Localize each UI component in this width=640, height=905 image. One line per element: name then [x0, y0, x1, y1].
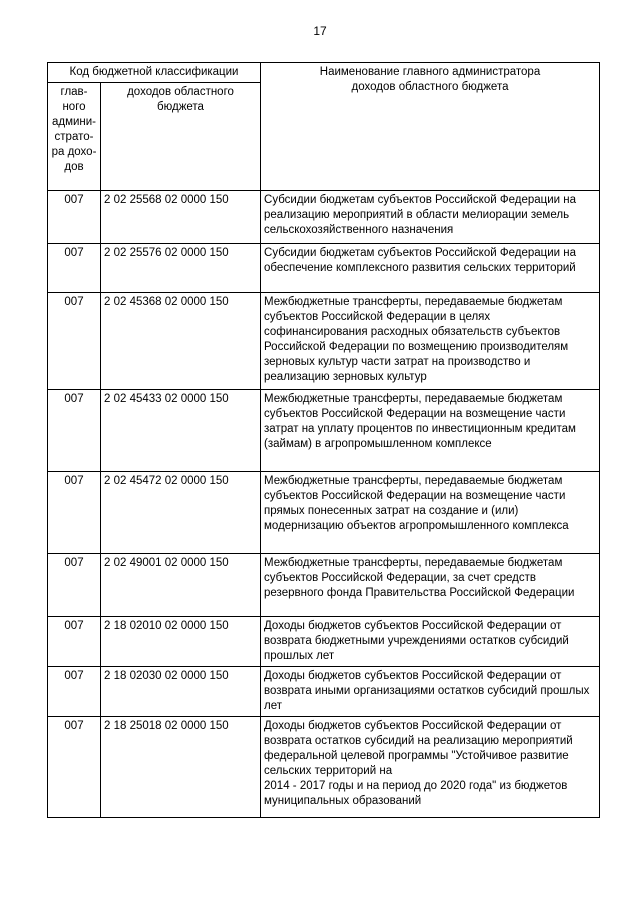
header-administrator-name: Наименование главного администратора доходов областного бюджета	[261, 63, 600, 191]
description-cell: Субсидии бюджетам субъектов Российской Федерации на обеспечение комплексного развития сельских территорий	[261, 244, 600, 293]
budget-code-cell: 2 18 02010 02 0000 150	[101, 617, 261, 667]
budget-classification-table	[47, 62, 600, 818]
admin-code-cell: 007	[48, 293, 101, 390]
table-row	[48, 617, 600, 667]
admin-code-cell: 007	[48, 617, 101, 667]
header-revenue-code: доходов областного бюджета	[101, 83, 261, 191]
header-main-administrator: глав- ного админи- страто- ра дохо- дов	[48, 83, 101, 191]
table-row	[48, 472, 600, 554]
budget-code-cell: 2 02 45472 02 0000 150	[101, 472, 261, 554]
admin-code-cell: 007	[48, 717, 101, 818]
admin-code-cell: 007	[48, 472, 101, 554]
budget-code-cell: 2 02 45433 02 0000 150	[101, 390, 261, 472]
admin-code-cell: 007	[48, 244, 101, 293]
budget-code-cell: 2 18 25018 02 0000 150	[101, 717, 261, 818]
admin-code-cell: 007	[48, 191, 101, 244]
table-row	[48, 390, 600, 472]
description-cell: Межбюджетные трансферты, передаваемые бюджетам субъектов Российской Федерации в целях софинансирования расходных обязательств субъектов Российской Федерации по возмещению производителям зерновых культур части затрат на производство и реализацию зерновых культур	[261, 293, 600, 390]
description-cell: Доходы бюджетов субъектов Российской Федерации от возврата бюджетными учреждениями остатков субсидий прошлых лет	[261, 617, 600, 667]
budget-code-cell: 2 02 45368 02 0000 150	[101, 293, 261, 390]
table-row	[48, 717, 600, 818]
admin-code-cell: 007	[48, 667, 101, 717]
table-row	[48, 667, 600, 717]
budget-code-cell: 2 02 25576 02 0000 150	[101, 244, 261, 293]
budget-code-cell: 2 02 49001 02 0000 150	[101, 554, 261, 617]
description-cell: Субсидии бюджетам субъектов Российской Федерации на реализацию мероприятий в области мелиорации земель сельскохозяйственного назначения	[261, 191, 600, 244]
description-cell: Межбюджетные трансферты, передаваемые бюджетам субъектов Российской Федерации, за счет средств резервного фонда Правительства Российской Федерации	[261, 554, 600, 617]
page-number: 17	[313, 24, 327, 38]
table-row	[48, 554, 600, 617]
budget-code-cell: 2 18 02030 02 0000 150	[101, 667, 261, 717]
description-cell: Доходы бюджетов субъектов Российской Федерации от возврата остатков субсидий на реализацию мероприятий федеральной целевой программы "Устойчивое развитие сельских территорий на 2014 - 2017 годы и на период до 2020 года" из бюджетов муниципальных образований	[261, 717, 600, 818]
admin-code-cell: 007	[48, 390, 101, 472]
description-cell: Межбюджетные трансферты, передаваемые бюджетам субъектов Российской Федерации на возмещение части прямых понесенных затрат на создание и (или) модернизацию объектов агропромышленного комплекса	[261, 472, 600, 554]
description-cell: Доходы бюджетов субъектов Российской Федерации от возврата иными организациями остатков субсидий прошлых лет	[261, 667, 600, 717]
table-row	[48, 293, 600, 390]
description-cell: Межбюджетные трансферты, передаваемые бюджетам субъектов Российской Федерации на возмещение части затрат на уплату процентов по инвестиционным кредитам (займам) в агропромышленном комплексе	[261, 390, 600, 472]
table-row	[48, 244, 600, 293]
header-classification-code: Код бюджетной классификации	[48, 63, 261, 83]
admin-code-cell: 007	[48, 554, 101, 617]
budget-code-cell: 2 02 25568 02 0000 150	[101, 191, 261, 244]
table-row	[48, 191, 600, 244]
